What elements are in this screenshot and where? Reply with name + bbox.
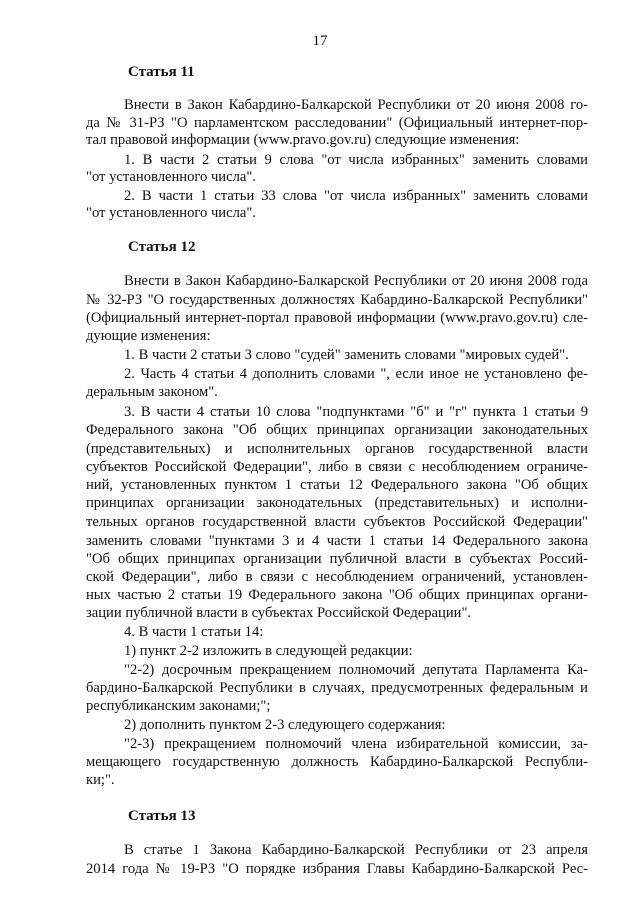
text-line: Внести в Закон Кабардино-Балкарской Республики от 20 июня 2008 года	[124, 273, 588, 289]
text-line: ской Федерации", либо в связи с несоблюдением ограничений, установлен-	[86, 569, 588, 585]
text-line: тельных органов государственной власти субъектов Российской Федерации"	[86, 514, 588, 530]
text-line: 2. В части 1 статьи 33 слова "от числа избранных" заменить словами	[124, 188, 588, 204]
article-13-heading: Статья 13	[128, 808, 196, 824]
text-line: 2) дополнить пунктом 2-3 следующего содержания:	[124, 717, 446, 733]
text-line: тал правовой информации (www.pravo.gov.ru) следующие изменения:	[86, 132, 520, 148]
text-line: принципах организации законодательных (представительных) и исполни-	[86, 495, 588, 511]
text-line: "2-2) досрочным прекращением полномочий депутата Парламента Ка-	[124, 662, 588, 678]
article-11-heading: Статья 11	[128, 64, 195, 80]
text-line: субъектов Российской Федерации", либо в связи с несоблюдением ограниче-	[86, 459, 588, 475]
text-line: да № 31-РЗ "О парламентском расследовании" (Официальный интернет-пор-	[86, 115, 588, 131]
text-line: (Официальный интернет-портал правовой информации (www.pravo.gov.ru) сле-	[86, 310, 588, 326]
text-line: В статье 1 Закона Кабардино-Балкарской Республики от 23 апреля	[124, 842, 588, 858]
text-line: "от установленного числа".	[86, 169, 256, 185]
text-line: деральным законом".	[86, 384, 218, 400]
text-line: 1) пункт 2-2 изложить в следующей редакции:	[124, 643, 413, 659]
text-line: "Об общих принципах организации публичной власти в субъектах Россий-	[86, 551, 588, 567]
text-line: ки;".	[86, 772, 115, 788]
text-line: зации публичной власти в субъектах Российской Федерации".	[86, 605, 472, 621]
text-line: 1. В части 2 статьи 9 слова "от числа избранных" заменить словами	[124, 152, 588, 168]
text-line: "от установленного числа".	[86, 205, 256, 221]
text-line: 3. В части 4 статьи 10 слова "подпунктами "б" и "г" пункта 1 статьи 9	[124, 404, 588, 420]
text-line: 4. В части 1 статьи 14:	[124, 624, 264, 640]
text-line: мещающего государственную должность Кабардино-Балкарской Республи-	[86, 754, 588, 770]
text-line: бардино-Балкарской Республики в случаях, предусмотренных федеральным и	[86, 680, 588, 696]
text-line: ний, установленных пунктом 1 статьи 12 Федерального закона "Об общих	[86, 477, 588, 493]
article-12-heading: Статья 12	[128, 239, 196, 255]
text-line: Федерального закона "Об общих принципах организации законодательных	[86, 422, 588, 438]
page-number: 17	[312, 33, 328, 49]
text-line: № 32-РЗ "О государственных должностях Кабардино-Балкарской Республики"	[86, 292, 588, 308]
text-line: 1. В части 2 статьи 3 слово "судей" заменить словами "мировых судей".	[124, 347, 569, 363]
text-line: ных частью 2 статьи 19 Федерального закона "Об общих принципах органи-	[86, 587, 588, 603]
text-line: 2014 года № 19-РЗ "О порядке избрания Главы Кабардино-Балкарской Рес-	[86, 861, 588, 877]
text-line: дующие изменения:	[86, 328, 211, 344]
text-line: Внести в Закон Кабардино-Балкарской Республики от 20 июня 2008 го-	[124, 97, 588, 113]
text-line: заменить словами "пунктами 3 и 4 части 1 статьи 14 Федерального закона	[86, 533, 588, 549]
text-line: (представительных) и исполнительных органов государственной власти	[86, 441, 588, 457]
text-line: республиканским законами;";	[86, 698, 271, 714]
text-line: "2-3) прекращением полномочий члена избирательной комиссии, за-	[124, 736, 588, 752]
text-line: 2. Часть 4 статьи 4 дополнить словами ", если иное не установлено фе-	[124, 366, 588, 382]
